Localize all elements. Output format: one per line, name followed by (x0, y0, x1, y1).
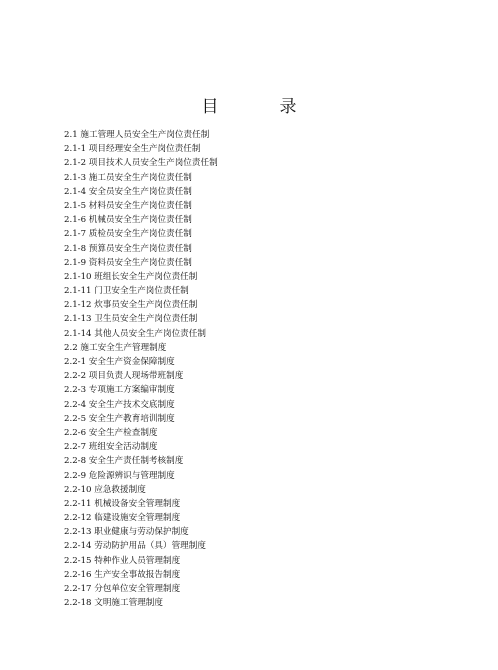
toc-entry: 2.1-2 项目技术人员安全生产岗位责任制 (64, 158, 218, 169)
toc-entry: 2.2-2 项目负责人现场带班制度 (64, 371, 184, 382)
toc-entry: 2.2-1 安全生产资金保障制度 (64, 357, 175, 367)
toc-entry: 2.1 施工管理人员安全生产岗位责任制 (64, 130, 210, 140)
toc-entry: 2.2-7 班组安全活动制度 (64, 442, 158, 453)
toc-entry: 2.2-15 特种作业人员管理制度 (64, 555, 181, 566)
toc-entry: 2.2-14 劳动防护用品（具）管理制度 (64, 541, 206, 552)
toc-entry: 2.1-13 卫生员安全生产岗位责任制 (64, 314, 198, 325)
toc-entry: 2.1-8 预算员安全生产岗位责任制 (64, 243, 192, 254)
toc-entry: 2.2-11 机械设备安全管理制度 (64, 498, 181, 509)
toc-list (64, 128, 444, 610)
toc-entry: 2.2-13 职业健康与劳动保护制度 (64, 527, 189, 538)
toc-entry: 2.1-3 施工员安全生产岗位责任制 (64, 172, 192, 183)
toc-entry: 2.2-12 临建设施安全管理制度 (64, 513, 181, 524)
toc-entry: 2.1-12 炊事员安全生产岗位责任制 (64, 300, 198, 311)
toc-entry: 2.2-8 安全生产责任制考核制度 (64, 456, 184, 467)
toc-entry: 2.1-5 材料员安全生产岗位责任制 (64, 200, 192, 211)
toc-entry: 2.1-10 班组长安全生产岗位责任制 (64, 271, 198, 282)
toc-entry: 2.2-3 专项施工方案编审制度 (64, 385, 175, 396)
toc-entry: 2.2-18 文明施工管理制度 (64, 598, 163, 609)
toc-entry: 2.2 施工安全生产管理制度 (64, 342, 167, 353)
toc-entry: 2.2-10 应急救援制度 (64, 484, 146, 495)
toc-entry: 2.1-7 质检员安全生产岗位责任制 (64, 229, 192, 240)
toc-entry: 2.1-1 项目经理安全生产岗位责任制 (64, 144, 201, 155)
toc-entry: 2.2-16 生产安全事故报告制度 (64, 569, 181, 580)
toc-entry: 2.2-6 安全生产检查制度 (64, 427, 158, 438)
toc-entry: 2.1-11 门卫安全生产岗位责任制 (64, 286, 189, 297)
toc-entry: 2.2-9 危险源辨识与管理制度 (64, 470, 175, 481)
toc-entry: 2.2-4 安全生产技术交底制度 (64, 399, 175, 410)
toc-entry: 2.1-4 安全员安全生产岗位责任制 (64, 186, 192, 197)
toc-entry: 2.1-14 其他人员安全生产岗位责任制 (64, 328, 206, 339)
toc-title: 目 录 (201, 97, 319, 117)
toc-entry: 2.1-9 资料员安全生产岗位责任制 (64, 257, 192, 268)
toc-entry: 2.2-17 分包单位安全管理制度 (64, 584, 181, 594)
toc-entry: 2.2-5 安全生产教育培训制度 (64, 413, 175, 424)
toc-entry: 2.1-6 机械员安全生产岗位责任制 (64, 215, 192, 226)
